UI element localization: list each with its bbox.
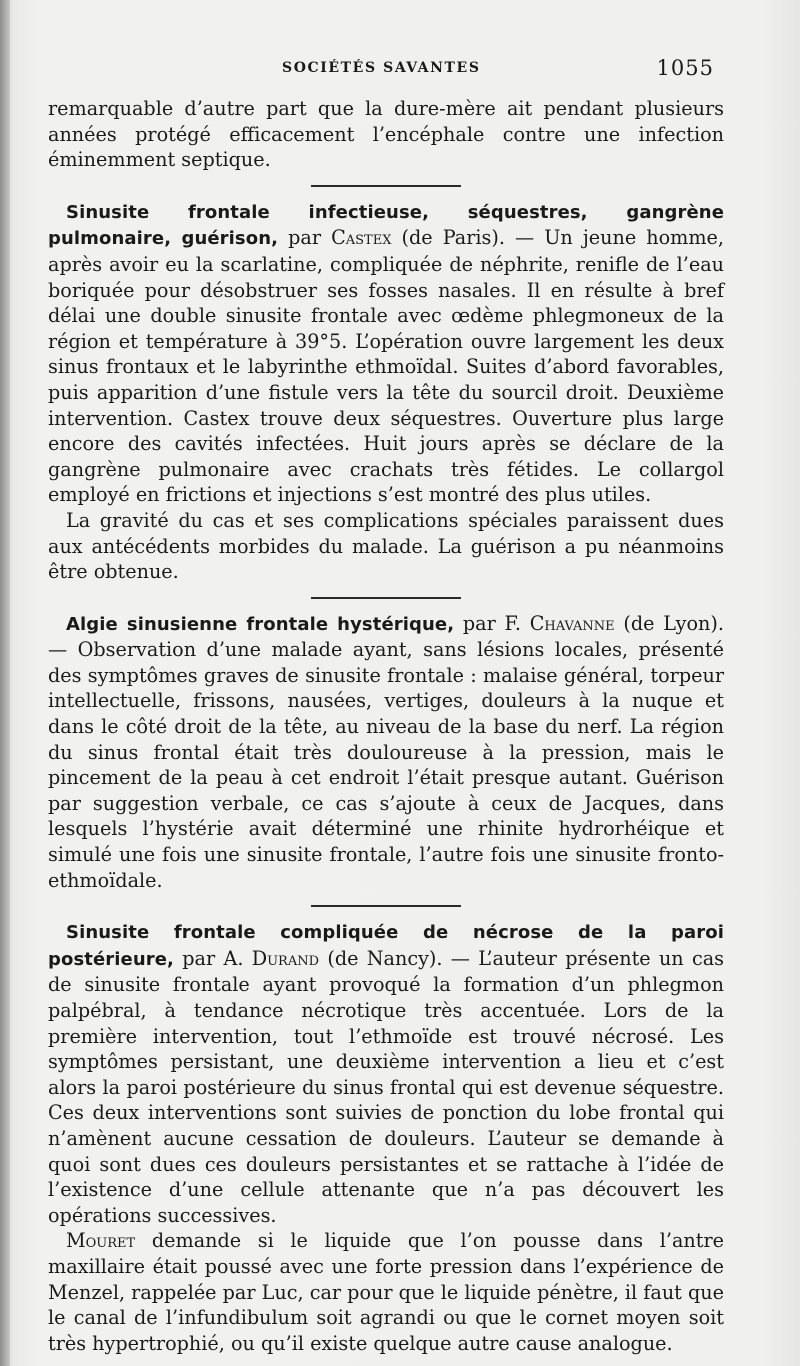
- discussion-mouret: [48, 1228, 724, 1356]
- section-body: (de Lyon). — Observation d’une malade ayant, sans lésions locales, présenté des symptômes graves de sinusite frontale : malaise général, torpeur intellectuelle, frissons, nausées, vertiges, douleurs à la nuque et dans le côté droit de la tête, au niveau de la base du nerf. La région du sinus frontal était très douloureuse à la pression, mais le pincement de la peau à cet endroit l’était presque autant. Guérison par suggestion verbale, ce cas s’ajoute à ceux de Jacques, dans lesquels l’hystérie avait déterminé une rhinite hydrorhéique et simulé une fois une sinusite frontale, l’autre fois une sinusite fronto-ethmoïdale.: [48, 611, 724, 892]
- section-divider: [311, 905, 461, 907]
- author-name: Durand: [251, 946, 320, 970]
- byline-par: par: [278, 226, 332, 250]
- section-castex: [48, 199, 724, 508]
- section-heading: Algie sinusienne frontale hystérique,: [66, 613, 455, 635]
- continuation-paragraph: remarquable d’autre part que la dure-mère ait pendant plusieurs années protégé efficacement l’encéphale contre une infection éminemment septique.: [48, 97, 724, 172]
- section-chavanne: [48, 611, 724, 894]
- binding-gutter: [0, 0, 10, 1366]
- section-body: (de Paris). — Un jeune homme, après avoir eu la scarlatine, compliquée de néphrite, renifle de l’eau boriquée pour désobstruer ses fosses nasales. Il en résulte à bref délai une double sinusite frontale avec œdème phlegmoneux de la région et température à 39°5. L’opération ouvre largement les deux sinus frontaux et le labyrinthe ethmoïdal. Suites d’abord favorables, puis apparition d’une fistule vers la tête du sourcil droit. Deuxième intervention. Castex trouve deux séquestres. Ouverture plus large encore des cavités infectées. Huit jours après se déclare de la gangrène pulmonaire avec crachats très fétides. Le collargol employé en frictions et injections s’est montré des plus utiles.: [48, 226, 724, 507]
- author-name: Castex: [331, 226, 392, 250]
- section-castex-conclusion: La gravité du cas et ses complications spéciales paraissent dues aux antécédents morbides du malade. La guérison a pu néanmoins être obtenue.: [48, 508, 724, 584]
- discussant-name: Mouret: [66, 1229, 136, 1253]
- discussion-body: demande si le liquide que l’on pousse dans l’antre maxillaire était poussé avec une forte pression dans l’expérience de Menzel, rappelée par Luc, car pour que le liquide pénètre, il faut que le canal de l’infundibulum soit agrandi ou que le cornet moyen soit très hypertrophié, ou qu’il existe quelque autre cause analogue.: [48, 1229, 724, 1355]
- section-divider: [311, 597, 461, 599]
- author-name: Chavanne: [529, 611, 615, 635]
- section-body: (de Nancy). — L’auteur présente un cas de sinusite frontale ayant provoqué la formation d’un phlegmon palpébral, à tendance nécrotique très accentuée. Lors de la première intervention, tout l’ethmoïde est trouvé nécrosé. Les symptômes persistant, une deuxième intervention a lieu et c’est alors la paroi postérieure du sinus frontal qui est devenue séquestre. Ces deux interventions sont suivies de ponction du lobe frontal qui n’amènent aucune cessation de douleurs. L’auteur se demande à quoi sont dues ces douleurs persistantes et se rattache à l’idée de l’existence d’une cellule attenante que n’a pas découvert les opérations successives.: [48, 946, 724, 1227]
- running-title: SOCIÉTÉS SAVANTES: [282, 60, 481, 76]
- body-text: [48, 96, 724, 1356]
- page-number: 1055: [656, 56, 714, 80]
- section-durand: [48, 919, 724, 1228]
- section-heading: Sinusite frontale compliquée de nécrose de la paroi postérieure,: [48, 922, 724, 970]
- section-heading: Sinusite frontale infectieuse, séquestres, gangrène pulmonaire, guérison,: [48, 201, 724, 250]
- running-head: [52, 56, 714, 86]
- byline-par: par F.: [454, 611, 530, 635]
- section-divider: [311, 185, 461, 187]
- byline-par: par A.: [173, 946, 252, 970]
